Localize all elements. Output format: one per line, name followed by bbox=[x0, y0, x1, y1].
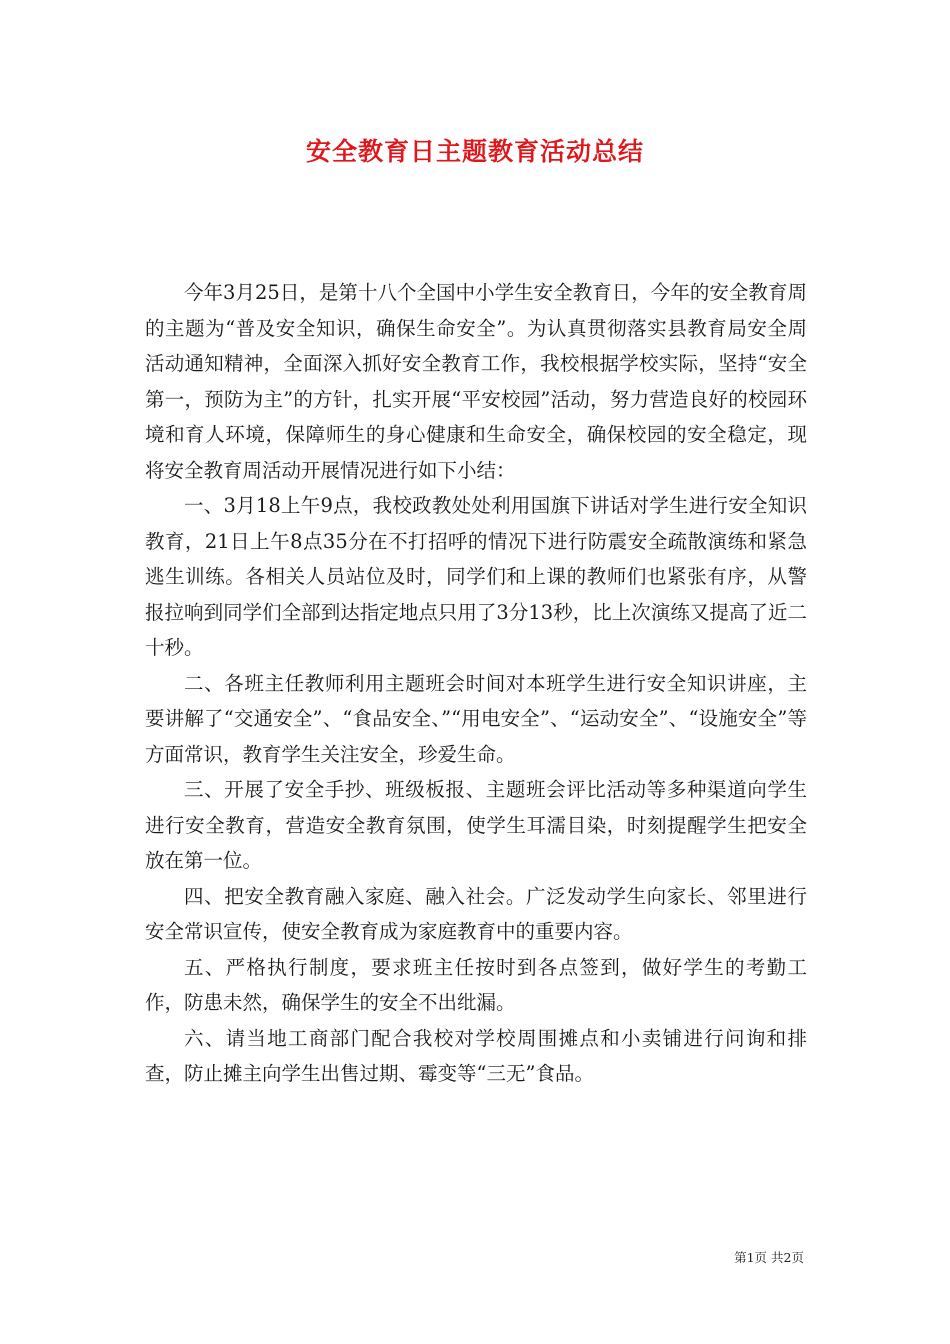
paragraph-item-3: 三、开展了安全手抄、班级板报、主题班会评比活动等多种渠道向学生进行安全教育，营造安全教育氛围，使学生耳濡目染，时刻提醒学生把安全放在第一位。 bbox=[145, 778, 807, 872]
paragraph-item-2: 二、各班主任教师利用主题班会时间对本班学生进行安全知识讲座，主要讲解了“交通安全”、“食品安全、”“用电安全”、“运动安全”、“设施安全”等方面常识，教育学生关注安全，珍爱生命。 bbox=[145, 671, 807, 766]
page-number-footer: 第1页 共2页 bbox=[734, 1250, 804, 1265]
paragraph-item-1: 一、3月18上午9点，我校政教处处利用国旗下讲话对学生进行安全知识教育，21日上午8点35分在不打招呼的情况下进行防震安全疏散演练和紧急逃生训练。各相关人员站位及时，同学们和上课的教师们也紧张有序，从警报拉响到同学们全部到达指定地点只用了3分13秒，比上次演练又提高了近二十秒。 bbox=[145, 494, 807, 659]
paragraph-intro: 今年3月25日，是第十八个全国中小学生安全教育日，今年的安全教育周的主题为“普及安全知识，确保生命安全”。为认真贯彻落实县教育局安全周活动通知精神，全面深入抓好安全教育工作，我校根据学校实际，坚持“安全第一，预防为主”的方针，扎实开展“平安校园”活动，努力营造良好的校园环境和育人环境，保障师生的身心健康和生命安全，确保校园的安全稳定，现将安全教育周活动开展情况进行如下小结： bbox=[145, 281, 807, 482]
paragraph-item-4: 四、把安全教育融入家庭、融入社会。广泛发动学生向家长、邻里进行安全常识宣传，使安全教育成为家庭教育中的重要内容。 bbox=[145, 884, 807, 943]
document-title: 安全教育日主题教育活动总结 bbox=[305, 137, 644, 166]
document-body bbox=[145, 275, 807, 1092]
paragraph-item-5: 五、严格执行制度，要求班主任按时到各点签到，做好学生的考勤工作，防患未然，确保学生的安全不出纰漏。 bbox=[145, 955, 807, 1014]
paragraph-item-6: 六、请当地工商部门配合我校对学校周围摊点和小卖铺进行问询和排查，防止摊主向学生出售过期、霉变等“三无”食品。 bbox=[145, 1026, 807, 1085]
